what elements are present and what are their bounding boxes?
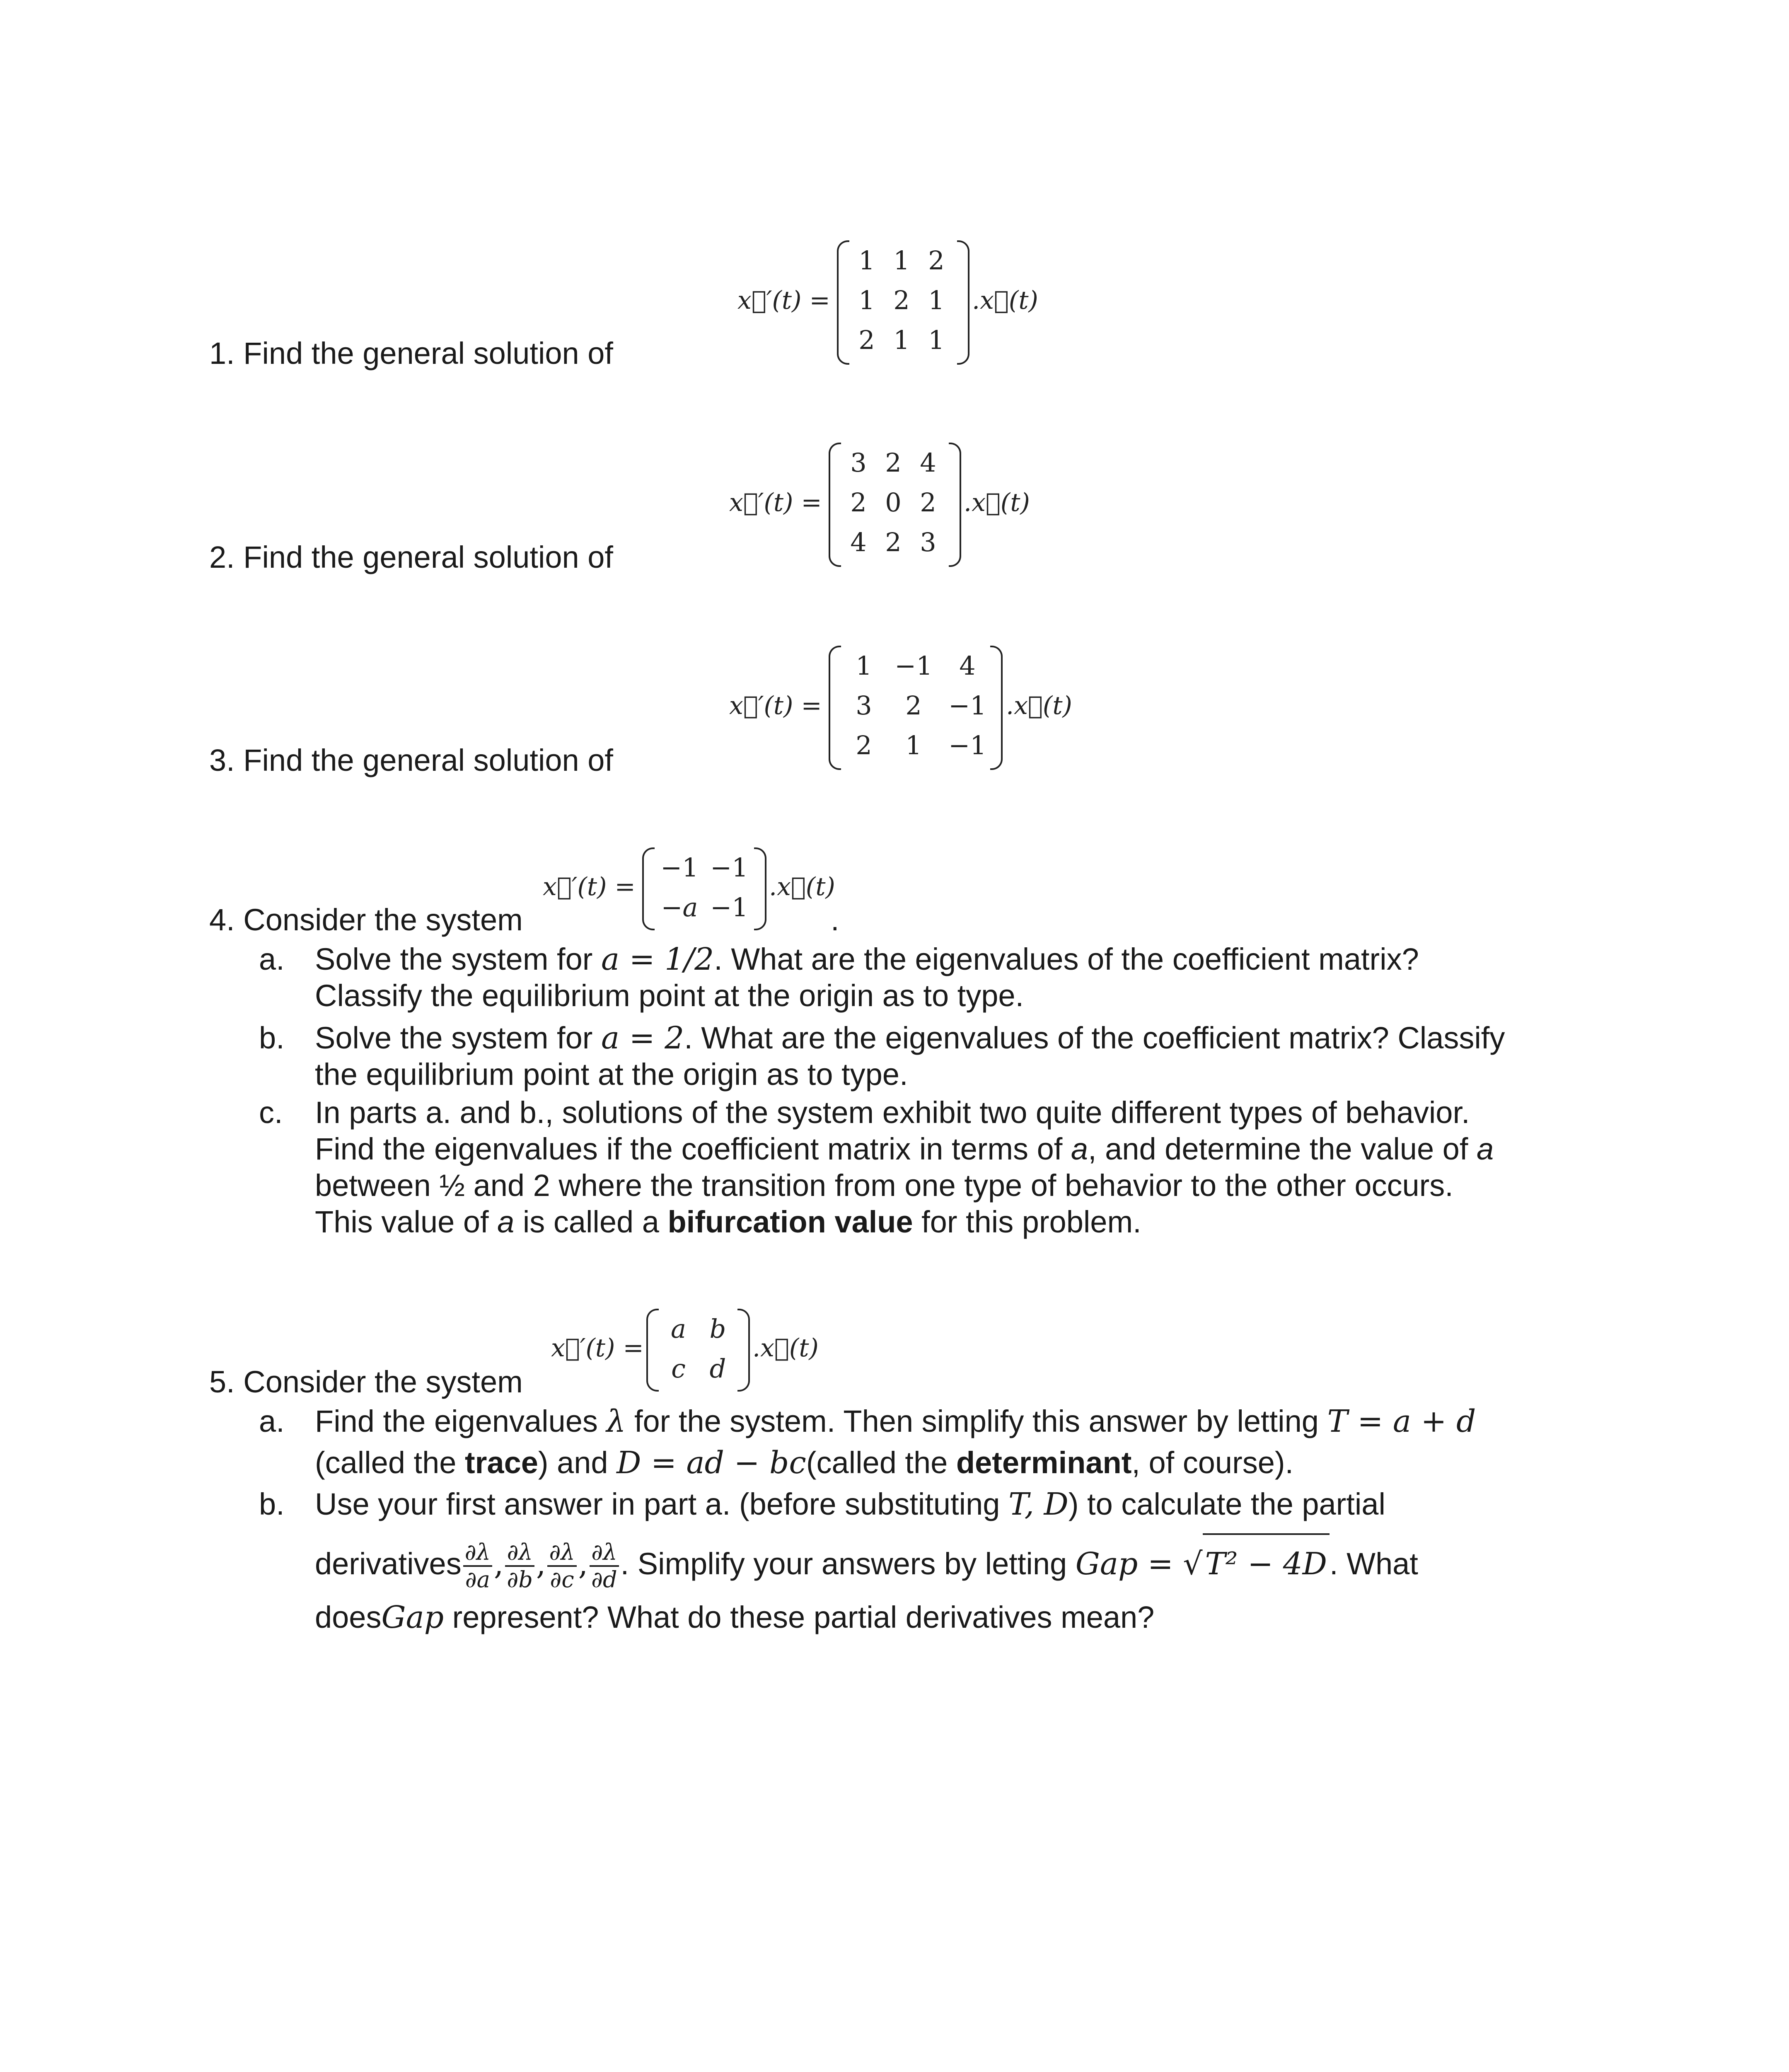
partial-derivative-fraction: $\frac{\partial\lambda}{\partial d}$ — [590, 1539, 619, 1593]
matrix-cell: 1 — [893, 324, 910, 355]
coefficient-matrix — [646, 1309, 750, 1392]
problem-4b-line-2: the equilibrium point at the origin as to type. — [315, 1057, 908, 1092]
problem-3-text: 3. Find the general solution of — [209, 743, 613, 777]
problem-5b-label: b. — [259, 1487, 285, 1521]
problem-5a-label: a. — [259, 1404, 285, 1438]
matrix-cell: −1 — [948, 730, 986, 760]
problem-3-equation — [729, 641, 1072, 778]
matrix-cell: 3 — [856, 690, 872, 721]
matrix-cell: −1 — [660, 852, 699, 883]
problem-4b-line-1: Solve the system for a = 2. What are the eigenvalues of the coefficient matrix? Classify — [315, 1020, 1505, 1056]
matrix-cell: 4 — [850, 527, 867, 557]
problem-4c-label: c. — [259, 1095, 283, 1130]
math-inline: D = ad − bc — [616, 1445, 806, 1481]
matrix-cell: −1 — [710, 852, 748, 883]
equation-lhs: x⃗′(t) = — [729, 691, 822, 720]
problem-2-text: 2. Find the general solution of — [209, 540, 613, 574]
matrix-cell: 1 — [928, 285, 945, 315]
problem-5b-line-1: Use your first answer in part a. (before substituting T, D) to calculate the partial — [315, 1486, 1385, 1522]
problem-5b-line-2: derivatives $\frac{\partial\lambda}{\partial a}$ , $\frac{\partial\lambda}{\partial b}$ , $\frac{\partial\lambda}{\partial c}$ , $\frac{\partial\lambda}{\partial d}$ . Simplify your answers by letting Gap = √T² − 4D. What — [315, 1533, 1418, 1593]
problem-2-equation — [729, 438, 1030, 575]
matrix-cell: 1 — [928, 324, 945, 355]
matrix-cell: 1 — [858, 245, 875, 276]
matrix-cell: 2 — [885, 527, 902, 557]
matrix-cell: c — [671, 1353, 686, 1384]
matrix-cell: a — [671, 1313, 686, 1344]
equation-rhs: .x⃗(t) — [972, 286, 1038, 315]
math-inline: Gap — [381, 1600, 444, 1635]
equation-rhs: .x⃗(t) — [964, 488, 1030, 517]
matrix-cell: 4 — [920, 447, 936, 478]
equation-lhs: x⃗′(t) = — [551, 1334, 644, 1363]
matrix-cell: 1 — [905, 730, 922, 760]
matrix-cell: −a — [661, 892, 698, 922]
matrix-cell: 2 — [920, 487, 936, 518]
matrix-cell: 2 — [858, 324, 875, 355]
math-inline: λ — [606, 1404, 626, 1439]
problem-5b-line-3: doesGap represent? What do these partial derivatives mean? — [315, 1600, 1155, 1635]
problem-4c-line-4: This value of a is called a bifurcation value for this problem. — [315, 1205, 1141, 1239]
problem-4c-line-1: In parts a. and b., solutions of the system exhibit two quite different types of behavior. — [315, 1095, 1470, 1130]
matrix-cell: 3 — [920, 527, 936, 557]
matrix-cell: d — [709, 1353, 726, 1384]
math-inline: a = 2 — [601, 1020, 684, 1056]
problem-4b-label: b. — [259, 1021, 285, 1055]
matrix-cell: 3 — [850, 447, 867, 478]
problem-5-equation — [551, 1305, 841, 1396]
math-inline: a = 1/2 — [601, 942, 714, 977]
problem-4a-line-1: Solve the system for a = 1/2. What are the eigenvalues of the coefficient matrix? — [315, 942, 1419, 977]
equation-lhs: x⃗′(t) = — [543, 872, 636, 901]
matrix-cell: −1 — [710, 892, 748, 922]
coefficient-matrix — [829, 443, 961, 567]
equation-lhs: x⃗′(t) = — [729, 488, 822, 517]
matrix-cell: 1 — [893, 245, 910, 276]
problem-4a-label: a. — [259, 942, 285, 976]
coefficient-matrix — [642, 847, 766, 930]
problem-4a-line-2: Classify the equilibrium point at the origin as to type. — [315, 978, 1024, 1013]
problem-5a-line-1: Find the eigenvalues λ for the system. Then simplify this answer by letting T = a + d — [315, 1404, 1476, 1439]
matrix-cell: 2 — [928, 245, 945, 276]
equation-rhs: .x⃗(t) — [752, 1334, 819, 1363]
matrix-cell: 1 — [856, 650, 872, 681]
coefficient-matrix — [829, 646, 1003, 770]
equation-rhs: .x⃗(t) — [1006, 691, 1072, 720]
problem-4c-line-2: Find the eigenvalues if the coefficient matrix in terms of a, and determine the value of a — [315, 1132, 1494, 1166]
matrix-cell: b — [709, 1313, 726, 1344]
matrix-cell: −1 — [948, 690, 986, 721]
partial-derivative-fraction: $\frac{\partial\lambda}{\partial a}$ — [463, 1539, 492, 1593]
partial-derivative-fraction: $\frac{\partial\lambda}{\partial b}$ — [505, 1539, 534, 1593]
matrix-cell: −1 — [894, 650, 933, 681]
problem-1-text: 1. Find the general solution of — [209, 336, 613, 370]
math-inline: T, D — [1008, 1486, 1069, 1522]
coefficient-matrix — [837, 240, 969, 365]
matrix-cell: 2 — [885, 447, 902, 478]
problem-5-text: 5. Consider the system — [209, 1365, 523, 1399]
problem-4c-line-3: between ½ and 2 where the transition from one type of behavior to the other occurs. — [315, 1168, 1453, 1203]
partial-derivative-fraction: $\frac{\partial\lambda}{\partial c}$ — [547, 1539, 576, 1593]
math-inline: T = a + d — [1327, 1404, 1476, 1439]
matrix-cell: 2 — [850, 487, 867, 518]
matrix-cell: 0 — [885, 487, 902, 518]
matrix-cell: 1 — [858, 285, 875, 315]
problem-4-period: . — [831, 903, 839, 937]
sqrt-radicand: T² − 4D — [1203, 1533, 1330, 1593]
matrix-cell: 4 — [959, 650, 976, 681]
matrix-cell: 2 — [856, 730, 872, 760]
problem-5a-line-2: (called the trace) and D = ad − bc(called the determinant, of course). — [315, 1445, 1294, 1481]
equation-rhs: .x⃗(t) — [769, 872, 835, 901]
math-inline: Gap = √ — [1075, 1546, 1203, 1582]
problem-1-equation — [737, 236, 1036, 373]
matrix-cell: 2 — [905, 690, 922, 721]
problem-4-equation — [543, 843, 858, 934]
equation-lhs: x⃗′(t) = — [737, 286, 830, 315]
matrix-cell: 2 — [893, 285, 910, 315]
problem-4-text: 4. Consider the system — [209, 903, 523, 937]
